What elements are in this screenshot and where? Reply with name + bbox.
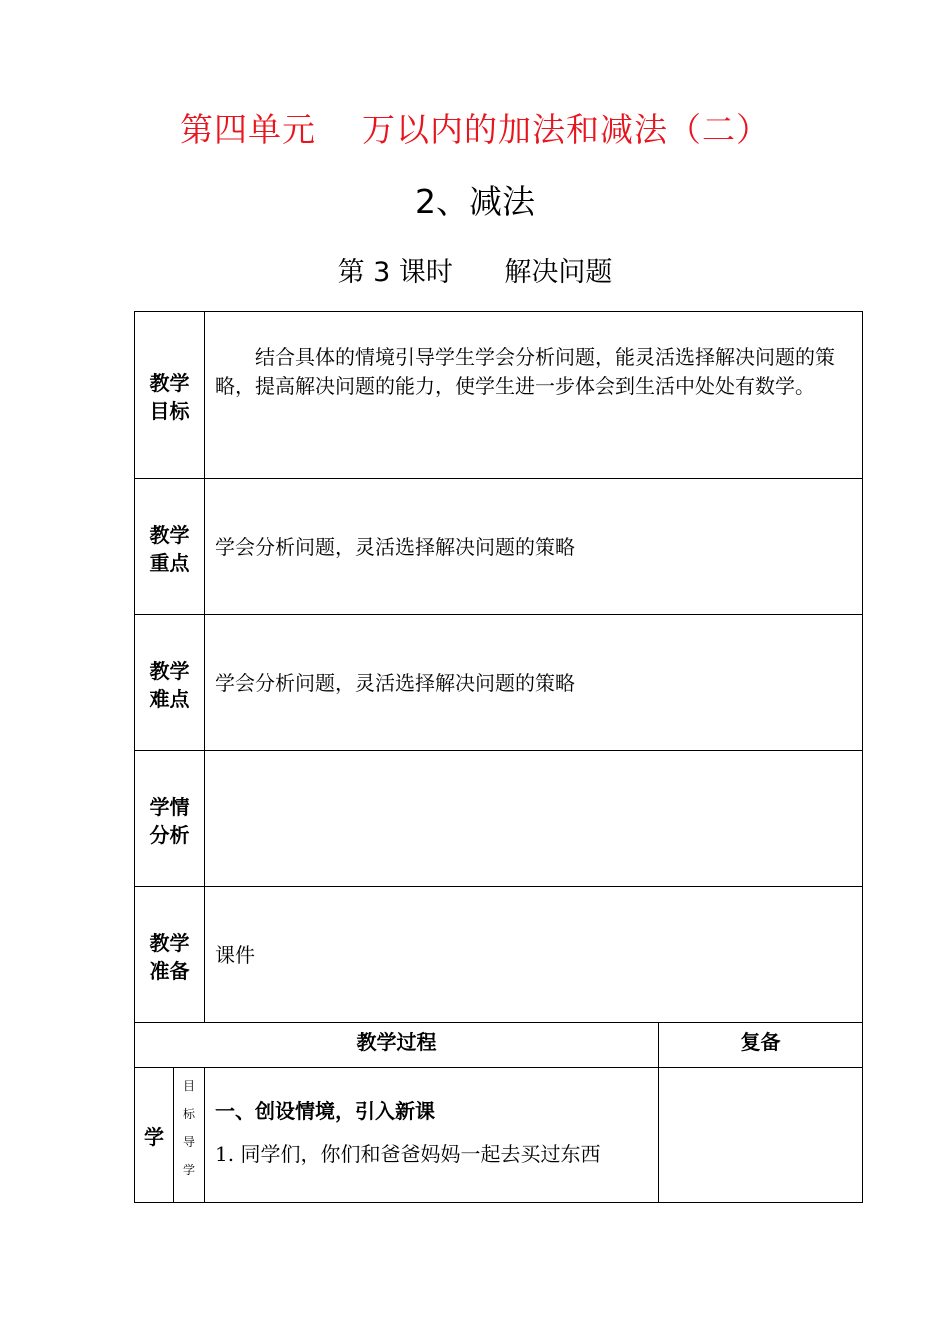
row-teaching-goal: [135, 312, 863, 479]
process-line-1: 1. 同学们，你们和爸爸妈妈一起去买过东西: [215, 1142, 601, 1166]
label-student-analysis: 学情 分析: [135, 751, 205, 887]
row-process-content: [135, 1068, 863, 1203]
review-prep-cell: [659, 1068, 863, 1203]
section-title: 2、减法: [415, 182, 535, 221]
row-preparation: [135, 887, 863, 1023]
label-difficulty: 教学 难点: [135, 615, 205, 751]
process-content: [205, 1068, 659, 1203]
row-process-header: [135, 1023, 863, 1068]
review-prep-header: 复备: [659, 1023, 863, 1068]
process-heading: 一、创设情境，引入新课: [215, 1099, 435, 1123]
stage-label: 学: [135, 1068, 174, 1203]
difficulty-text: 学会分析问题，灵活选择解决问题的策略: [205, 615, 863, 751]
key-point-text: 学会分析问题，灵活选择解决问题的策略: [205, 479, 863, 615]
label-teaching-goal: 教学 目标: [135, 312, 205, 479]
lesson-plan-table: [134, 311, 863, 1203]
sub-stage-label: 目 标 导 学: [174, 1068, 205, 1203]
unit-title: 第四单元 万以内的加法和减法（二）: [180, 110, 770, 149]
row-student-analysis: [135, 751, 863, 887]
student-analysis-text: [205, 751, 863, 887]
teaching-process-header: 教学过程: [135, 1023, 659, 1068]
preparation-text: 课件: [205, 887, 863, 1023]
label-key-point: 教学 重点: [135, 479, 205, 615]
lesson-title: 第 3 课时 解决问题: [337, 257, 613, 288]
teaching-goal-text: 结合具体的情境引导学生学会分析问题，能灵活选择解决问题的策略，提高解决问题的能力，使学生进一步体会到生活中处处有数学。: [205, 312, 863, 479]
row-key-point: [135, 479, 863, 615]
row-difficulty: [135, 615, 863, 751]
label-preparation: 教学 准备: [135, 887, 205, 1023]
